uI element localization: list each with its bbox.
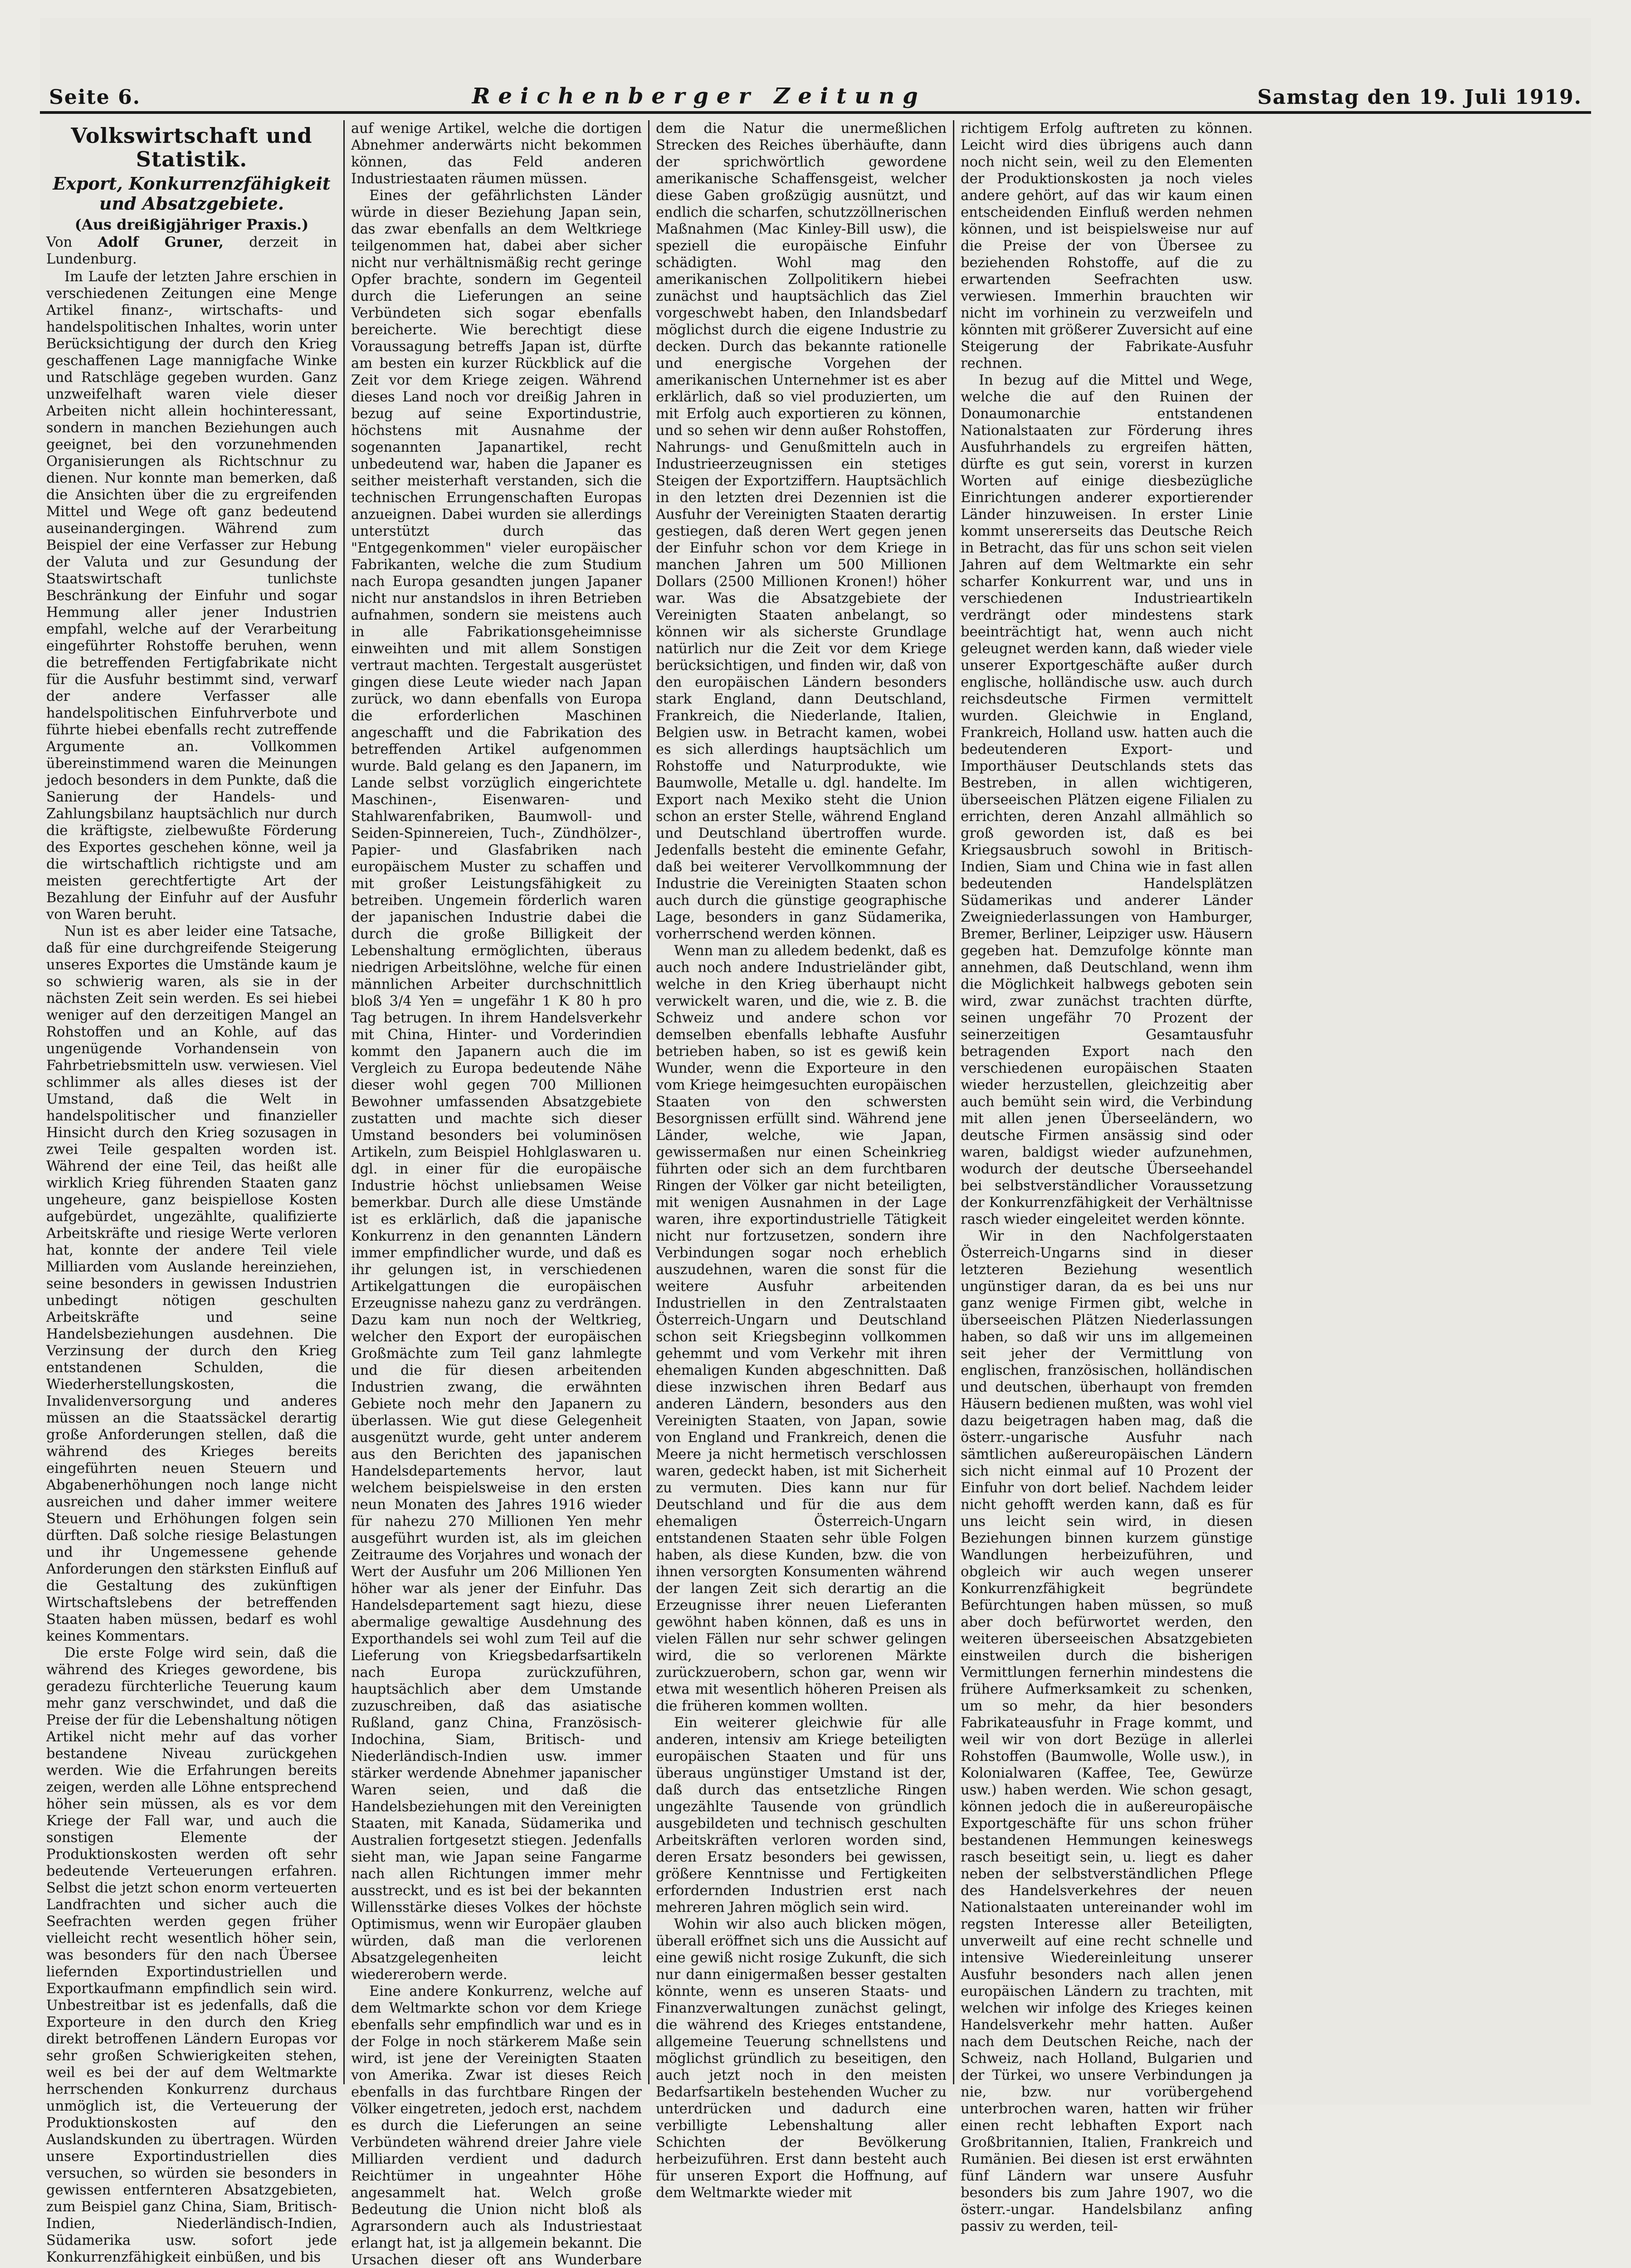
newspaper-name: Reichenberger Zeitung — [472, 83, 926, 109]
article-subtitle: (Aus dreißigjähriger Praxis.) — [74, 216, 309, 233]
issue-date: Samstag den 19. Juli 1919. — [1257, 86, 1582, 109]
paragraph: In bezug auf die Mittel und Wege, welche die auf den Ruinen der Donaumonarchie entstandenen Nationalstaaten zur Förderung ihres Ausfuhrhandels zu ergreifen hätten, dürfte es gut sein, vorerst in kurzen Worten auf einige diesbezügliche Einrichtungen anderer exportierender Länder hinzuweisen. In erster Linie kommt unsererseits das Deutsche Reich in Betracht, das für uns schon seit vielen Jahren auf dem Weltmarkte ein sehr scharfer Konkurrent war, und uns in verschiedenen Industrieartikeln verdrängt oder mindestens stark beeinträchtigt hat, wenn auch nicht geleugnet werden kann, daß wieder viele unserer Exportgeschäfte außer durch englische, holländische usw. auch durch reichsdeutsche Firmen vermittelt wurden. Gleichwie in England, Frankreich, Holland usw. hatten auch die bedeutenderen Export- und Importhäuser Deutschlands stets das Bestreben, in allen wichtigeren, überseeischen Plätzen eigene Filialen zu errichten, deren Anzahl allmählich so groß geworden ist, daß es bei Kriegsausbruch sowohl in Britisch-Indien, Siam und China wie in fast allen bedeutenden Handelsplätzen Südamerikas und anderer Länder Zweigniederlassungen von Hamburger, Bremer, Berliner, Leipziger usw. Häusern gegeben hat. Demzufolge könnte man annehmen, daß Deutschland, wenn ihm die Möglichkeit halbwegs geboten sein wird, zwar zunächst trachten dürfte, seinen ungefähr 70 Prozent der seinerzeitigen Gesamtausfuhr betragenden Export nach den verschiedenen europäischen Staaten wieder herzustellen, gleichzeitig aber auch bemüht sein wird, die Verbindung mit allen jenen Überseeländern, wo deutsche Firmen ansässig sind oder waren, baldigst wieder aufzunehmen, wodurch der deutsche Überseehandel bei selbstverständlicher Voraussetzung der Konkurrenzfähigkeit der Verhältnisse rasch wieder eingeleitet werden könnte. — [961, 372, 1253, 1227]
paragraph: Im Laufe der letzten Jahre erschien in verschiedenen Zeitungen eine Menge Artikel finanz-, wirtschafts- und handelspolitischen Inhaltes, worin unter Berücksichtigung der durch den Krieg geschaffenen Lage mannigfache Winke und Ratschläge gegeben wurden. Ganz unzweifelhaft waren viele dieser Arbeiten nicht allein hochinteressant, sondern in manchen Beziehungen auch geeignet, bei den vorzunehmenden Organisierungen als Richtschnur zu dienen. Nur konnte man bemerken, daß die Ansichten über die zu ergreifenden Mittel und Wege oft ganz bedeutend auseinandergingen. Während zum Beispiel der eine Verfasser zur Hebung der Valuta und zur Gesundung der Staatswirtschaft tunlichste Beschränkung der Einfuhr und sogar Hemmung aller jener Industrien empfahl, welche auf der Verarbeitung eingeführter Rohstoffe beruhen, wenn die betreffenden Fertigfabrikate nicht für die Ausfuhr bestimmt sind, verwarf der andere Verfasser alle handelspolitischen Einfuhrverbote und führte hiebei ebenfalls recht zutreffende Argumente an. Vollkommen übereinstimmend waren die Meinungen jedoch besonders in dem Punkte, daß die Sanierung der Handels- und Zahlungsbilanz hauptsächlich nur durch die kräftigste, zielbewußte Förderung des Exportes geschehen könne, weil ja die wirtschaftlich richtigste und am meisten gerechtfertigte Art der Bezahlung der Einfuhr auf der Ausfuhr von Waren beruht. — [46, 269, 337, 923]
paragraph: dem die Natur die unermeßlichen Strecken des Reiches überhäufte, dann der sprichwörtlich gewordene amerikanische Schaffensgeist, welcher diese Gaben großzügig ausnützt, und endlich die scharfen, schutzzöllnerischen Maßnahmen (Mac Kinley-Bill usw), die speziell die europäische Einfuhr schädigten. Wohl mag den amerikanischen Zollpolitikern hiebei zunächst und hauptsächlich das Ziel vorgeschwebt haben, den Inlandsbedarf möglichst durch die eigene Industrie zu decken. Durch das bekannte rationelle und energische Vorgehen der amerikanischen Unternehmer ist es aber erklärlich, daß so viel produzierten, um mit Erfolg auch exportieren zu können, und so sehen wir denn außer Rohstoffen, Nahrungs- und Genußmitteln auch in Industrieerzeugnissen ein stetiges Steigen der Exportziffern. Hauptsächlich in den letzten drei Dezennien ist die Ausfuhr der Vereinigten Staaten derartig gestiegen, daß deren Wert gegen jenen der Einfuhr schon vor dem Kriege in manchen Jahren um 500 Millionen Dollars (2500 Millionen Kronen!) höher war. Was die Absatzgebiete der Vereinigten Staaten anbelangt, so können wir als sicherste Grundlage natürlich nur die Zeit vor dem Kriege berücksichtigen, und finden wir, daß von den europäischen Ländern besonders stark England, dann Deutschland, Frankreich, die Niederlande, Italien, Belgien usw. in Betracht kamen, wobei es sich allerdings hauptsächlich um Rohstoffe und Naturprodukte, wie Baumwolle, Metalle u. dgl. handelte. Im Export nach Mexiko steht die Union schon an erster Stelle, während England und Deutschland übertroffen wurde. Jedenfalls besteht die eminente Gefahr, daß bei weiterer Vervollkommnung der Industrie die Vereinigten Staaten schon auch durch die günstige geographische Lage, besonders in ganz Südamerika, vorherrschend werden können. — [656, 121, 947, 942]
column-2 — [345, 120, 649, 2268]
paragraph: Eines der gefährlichsten Länder würde in dieser Beziehung Japan sein, das zwar ebenfalls an dem Weltkriege teilgenommen hat, dabei aber sicher nicht nur verhältnismäßig recht geringe Opfer brachte, sondern im Gegenteil durch die Lieferungen an seine Verbündeten sich sogar ebenfalls bereicherte. Wie berechtigt diese Voraussagung betreffs Japan ist, dürfte am besten ein kurzer Rückblick auf die Zeit vor dem Kriege zeigen. Während dieses Land noch vor dreißig Jahren in bezug auf seine Exportindustrie, höchstens mit Ausnahme der sogenannten Japanartikel, recht unbedeutend war, haben die Japaner es seither meisterhaft verstanden, sich die technischen Errungenschaften Europas anzueignen. Dabei wurden sie allerdings unterstützt durch das "Entgegenkommen" vieler europäischer Fabrikanten, welche die zum Studium nach Europa gesandten jungen Japaner nicht nur anstandslos in ihren Betrieben aufnahmen, sondern sie meistens auch in alle Fabrikationsgeheimnisse einweihten und mit allem Sonstigen vertraut machten. Tergestalt ausgerüstet gingen diese Leute wieder nach Japan zurück, wo dann ebenfalls von Europa die erforderlichen Maschinen angeschafft und die Fabrikation des betreffenden Artikel aufgenommen wurde. Bald gelang es den Japanern, im Lande selbst vorzüglich eingerichtete Maschinen-, Eisenwaren- und Stahlwarenfabriken, Baumwoll- und Seiden-Spinnereien, Tuch-, Zündhölzer-, Papier- und Glasfabriken nach europäischem Muster zu schaffen und mit großer Leistungsfähigkeit zu betreiben. Ungemein förderlich waren der japanischen Industrie dabei die durch die große Billigkeit der Lebenshaltung ermöglichten, überaus niedrigen Arbeitslöhne, welche für einen männlichen Arbeiter durchschnittlich bloß 3/4 Yen = ungefähr 1 K 80 h pro Tag betrugen. In ihrem Handelsverkehr mit China, Hinter- und Vorderindien kommt den Japanern auch die im Vergleich zu Europa bedeutende Nähe dieser wohl gegen 700 Millionen Bewohner umfassenden Absatzgebiete zustatten und machte sich dieser Umstand besonders bei voluminösen Artikeln, zum Beispiel Hohlglaswaren u. dgl. in einer für die europäische Industrie höchst unliebsamen Weise bemerkbar. Durch alle diese Umstände ist es erklärlich, daß die japanische Konkurrenz in den genannten Ländern immer empfindlicher wurde, und daß es ihr gelungen ist, in verschiedenen Artikelgattungen die europäischen Erzeugnisse nahezu ganz zu verdrängen. Dazu kam nun noch der Weltkrieg, welcher den Export der europäischen Großmächte zum Teil ganz lahmlegte und die für diesen arbeitenden Industrien zwang, die erwähnten Gebiete noch mehr den Japanern zu überlassen. Wie gut diese Gelegenheit ausgenützt wurde, geht unter anderem aus den Berichten des japanischen Handelsdepartements hervor, laut welchem beispielsweise in den ersten neun Monaten des Jahres 1916 wieder für nahezu 270 Millionen Yen mehr ausgeführt wurden ist, als im gleichen Zeitraume des Vorjahres und wonach der Wert der Ausfuhr um 206 Millionen Yen höher war als jener der Einfuhr. Das Handelsdepartement sagt hiezu, diese abermalige gewaltige Ausdehnung des Exporthandels sei wohl zum Teil auf die Lieferung von Kriegsbedarfsartikeln nach Europa zurückzuführen, hauptsächlich aber dem Umstande zuzuschreiben, daß das asiatische Rußland, ganz China, Französisch-Indochina, Siam, Britisch- und Niederländisch-Indien usw. immer stärker werdende Abnehmer japanischer Waren seien, und daß die Handelsbeziehungen mit den Vereinigten Staaten, mit Kanada, Südamerika und Australien fortgesetzt stiegen. Jedenfalls sieht man, wie Japan seine Fangarme nach allen Richtungen immer mehr ausstreckt, und es ist bei der bekannten Willensstärke dieses Volkes der höchste Optimismus, wenn wir Europäer glauben würden, daß man die verlorenen Absatzgelegenheiten leicht wiedererobern werde. — [351, 188, 642, 1983]
paragraph: auf wenige Artikel, welche die dortigen Abnehmer anderwärts nicht bekommen können, das Feld anderen Industriestaaten räumen müssen. — [351, 121, 642, 187]
column-1 — [40, 120, 345, 2265]
paragraph: richtigem Erfolg auftreten zu können. Leicht wird dies übrigens auch dann noch nicht sein, weil zu den Elementen der Produktionskosten ja noch vieles andere gehört, auf das wir kaum einen entscheidenden Einfluß werden nehmen können, und ist beispielsweise nur auf die Preise der von Übersee zu beziehenden Rohstoffe, auf die zu erwartenden Seefrachten usw. verwiesen. Immerhin brauchten wir nicht im vorhinein zu verzweifeln und könnten mit größerer Zuversicht auf eine Steigerung der Fabrikate-Ausfuhr rechnen. — [961, 121, 1253, 371]
article-author: Adolf Gruner, — [98, 234, 224, 250]
page-number: Seite 6. — [49, 86, 141, 109]
section-title: Volkswirtschaft und Statistik. — [71, 123, 313, 171]
article-byline — [46, 234, 337, 268]
paragraph: Eine andere Konkurrenz, welche auf dem Weltmarkte schon vor dem Kriege ebenfalls sehr empfindlich war und es in der Folge in noch stärkerem Maße sein wird, ist jene der Vereinigten Staaten von Amerika. Zwar ist dieses Reich ebenfalls in das furchtbare Ringen der Völker eingetreten, jedoch erst, nachdem es durch die Lieferungen an seine Verbündeten während dreier Jahre viele Milliarden verdient und dadurch Reichtümer in ungeahnter Höhe angesammelt hat. Welch große Bedeutung die Union nicht bloß als Agrarsondern auch als Industriestaat erlangt hat, ist ja allgemein bekannt. Die Ursachen dieser oft ans Wunderbare — [351, 1984, 642, 2268]
article-title: Export, Konkurrenzfähigkeit und Absatzgebiete. — [53, 173, 331, 214]
page-header — [40, 59, 1591, 109]
paragraph: Die erste Folge wird sein, daß die während des Krieges gewordene, bis geradezu fürchterliche Teuerung kaum mehr ganz verschwindet, und daß die Preise der für die Lebenshaltung nötigen Artikel nicht mehr auf das vorher bestandene Niveau zurückgehen werden. Wie die Erfahrungen bereits zeigen, werden alle Löhne entsprechend höher sein müssen, als es vor dem Kriege der Fall war, und auch die sonstigen Elemente der Produktionskosten werden oft sehr bedeutende Verteuerungen erfahren. Selbst die jetzt schon enorm verteuerten Landfrachten und sicher auch die Seefrachten werden gegen früher vielleicht recht wesentlich höher sein, was besonders für den nach Übersee liefernden Exportindustriellen und Exportkaufmann empfindlich sein wird. Unbestreitbar ist es jedenfalls, daß die Exporteure in den durch den Krieg direkt betroffenen Ländern Europas vor sehr großen Schwierigkeiten stehen, weil es bei der auf dem Weltmarkte herrschenden Konkurrenz durchaus unmöglich ist, die Verteuerung der Produktionskosten auf den Auslandskunden zu übertragen. Würden unsere Exportindustriellen dies versuchen, so würden sie besonders in gewissen entfernteren Absatzgebieten, zum Beispiel ganz China, Siam, Britisch-Indien, Niederländisch-Indien, Südamerika usw. sofort jede Konkurrenzfähigkeit einbüßen, und bis — [46, 1645, 337, 2265]
paragraph: Wenn man zu alledem bedenkt, daß es auch noch andere Industrieländer gibt, welche in den Krieg überhaupt nicht verwickelt waren, und die, wie z. B. die Schweiz und andere schon vor demselben ebenfalls lebhafte Ausfuhr betrieben haben, so ist es gewiß kein Wunder, wenn die Exporteure in den vom Kriege heimgesuchten europäischen Staaten von den schwersten Besorgnissen erfüllt sind. Während jene Länder, welche, wie Japan, gewissermaßen nur einen Scheinkrieg führten oder sich an dem furchtbaren Ringen der Völker gar nicht beteiligten, mit wenigen Ausnahmen in der Lage waren, ihre exportindustrielle Tätigkeit nicht nur fortzusetzen, sondern ihre Verbindungen sogar noch erheblich auszudehnen, waren die sonst für die weitere Ausfuhr arbeitenden Industriellen in den Zentralstaaten Österreich-Ungarn und Deutschland schon seit Kriegsbeginn vollkommen gehemmt und vom Verkehr mit ihren ehemaligen Kunden abgeschnitten. Daß diese inzwischen ihren Bedarf aus anderen Ländern, besonders aus den Vereinigten Staaten, von Japan, sowie von England und Frankreich, denen die Meere ja nicht hermetisch verschlossen waren, gedeckt haben, ist mit Sicherheit zu vermuten. Dies kann nur für Deutschland und für die aus dem ehemaligen Österreich-Ungarn entstandenen Staaten sehr üble Folgen haben, als diese Kunden, bzw. die von ihnen versorgten Konsumenten während der langen Zeit sich derartig an die Erzeugnisse ihrer neuen Lieferanten gewöhnt haben können, daß es uns in vielen Fällen nur sehr schwer gelingen wird, die so verlorenen Märkte zurückzuerobern, schon gar, wenn wir etwa mit wesentlich höheren Preisen als die früheren kommen wollten. — [656, 943, 947, 1714]
column-3 — [649, 120, 954, 2201]
paragraph: Wir in den Nachfolgerstaaten Österreich-Ungarns sind in dieser letzteren Beziehung wesentlich ungünstiger daran, da es bei uns nur ganz wenige Firmen gibt, welche in überseeischen Plätzen Niederlassungen haben, so daß wir uns im allgemeinen seit jeher der Vermittlung von englischen, französischen, holländischen und deutschen, überhaupt von fremden Häusern bedienen mußten, was wohl viel dazu beigetragen haben mag, daß die österr.-ungarische Ausfuhr nach sämtlichen außereuropäischen Ländern sich nicht einmal auf 10 Prozent der Einfuhr von dort belief. Nachdem leider nicht gehofft werden kann, daß es für uns leicht sein wird, in diesen Beziehungen binnen kurzem günstige Wandlungen herbeizuführen, und obgleich wir auch wegen unserer Konkurrenzfähigkeit begründete Befürchtungen haben müssen, so muß aber doch befürwortet werden, den weiteren überseeischen Absatzgebieten einstweilen durch die bisherigen Vermittlungen fernerhin mindestens die frühere Aufmerksamkeit zu schenken, um so mehr, da hier besonders Fabrikateausfuhr in Frage kommt, und weil wir von dort Bezüge in allerlei Rohstoffen (Baumwolle, Wolle usw.), in Kolonialwaren (Kaffee, Tee, Gewürze usw.) haben werden. Wie schon gesagt, können jedoch die in außereuropäische Exportgeschäfte für uns schon früher bestandenen Hemmungen keineswegs rasch beseitigt sein, u. liegt es daher neben der selbstverständlichen Pflege des Handelsverkehres der neuen Nationalstaaten untereinander wohl im regsten Interesse aller Beteiligten, unverweilt auf eine recht schnelle und intensive Wiedereinleitung unserer Ausfuhr besonders nach allen jenen europäischen Ländern zu trachten, mit welchen wir infolge des Krieges keinen Handelsverkehr mehr hatten. Außer nach dem Deutschen Reiche, nach der Schweiz, nach Holland, Bulgarien und der Türkei, wo unsere Verbindungen ja nie, bzw. nur vorübergehend unterbrochen waren, hatten wir früher einen recht lebhaften Export nach Großbritannien, Italien, Frankreich und Rumänien. Bei diesen ist erst erwähnten fünf Ländern war unsere Ausfuhr besonders bis zum Jahre 1907, wo die österr.-ungar. Handelsbilanz anfing passiv zu werden, teil- — [961, 1228, 1253, 2234]
column-4 — [954, 120, 1259, 2234]
byline-prefix: Von — [46, 235, 73, 250]
paragraph: Wohin wir also auch blicken mögen, überall eröffnet sich uns die Aussicht auf eine gewiß nicht rosige Zukunft, die sich nur dann einigermaßen besser gestalten könnte, wenn es unseren Staats- und Finanzverwaltungen zunächst gelingt, die während des Krieges entstandene, allgemeine Teuerung schnellstens und möglichst gründlich zu beseitigen, den auch jetzt noch in den meisten Bedarfsartikeln bestehenden Wucher zu unterdrücken und dadurch eine verbilligte Lebenshaltung aller Schichten der Bevölkerung herbeizuführen. Erst dann besteht auch für unseren Export die Hoffnung, auf dem Weltmarkte wieder mit — [656, 1916, 947, 2201]
newspaper-page — [40, 18, 1591, 2268]
paragraph: Ein weiterer gleichwie für alle anderen, intensiv am Kriege beteiligten europäischen Staaten und für uns überaus ungünstiger Umstand ist der, daß durch das entsetzliche Ringen ungezählte Tausende von gründlich ausgebildeten und technisch geschulten Arbeitskräften verloren worden sind, deren Ersatz besonders bei gewissen, größere Kenntnisse und Fertigkeiten erfordernden Industrien erst nach mehreren Jahren möglich sein wird. — [656, 1715, 947, 1916]
text-columns — [40, 120, 1591, 2268]
header-rule — [40, 111, 1591, 114]
byline-suffix: derzeit in Lundenburg. — [46, 235, 337, 267]
paragraph: Nun ist es aber leider eine Tatsache, daß für eine durchgreifende Steigerung unseres Exportes die Umstände kaum je so schwierig waren, als sie in der nächsten Zeit sein werden. Es sei hiebei weniger auf den derzeitigen Mangel an Rohstoffen und an Kohle, auf das ungenügende Vorhandensein von Fahrbetriebsmitteln usw. verwiesen. Viel schlimmer als alles dieses ist der Umstand, daß die Welt in handelspolitischer und finanzieller Hinsicht durch den Krieg sozusagen in zwei Teile gespalten worden ist. Während der eine Teil, das heißt alle wirklich Krieg führenden Staaten ganz ungeheure, ganz beispiellose Kosten aufgebürdet, ungezählte, qualifizierte Arbeitskräfte und riesige Werte verloren hat, konnte der andere Teil viele Milliarden vom Auslande hereinziehen, seine besonders in gewissen Industrien unbedingt nötigen geschulten Arbeitskräfte und seine Handelsbeziehungen ausdehnen. Die Verzinsung der durch den Krieg entstandenen Schulden, die Wiederherstellungskosten, die Invalidenversorgung und anderes müssen an die Staatssäckel derartig große Anforderungen stellen, daß die während des Krieges bereits eingeführten neuen Steuern und Abgabenerhöhungen noch lange nicht ausreichen und daher immer weitere Steuern und Erhöhungen folgen sein dürften. Daß solche riesige Belastungen und ihr Ungemessene gehende Anforderungen den stärksten Einfluß auf die Gestaltung des zukünftigen Wirtschaftslebens der betreffenden Staaten haben müssen, bedarf es wohl keines Kommentars. — [46, 924, 337, 1644]
